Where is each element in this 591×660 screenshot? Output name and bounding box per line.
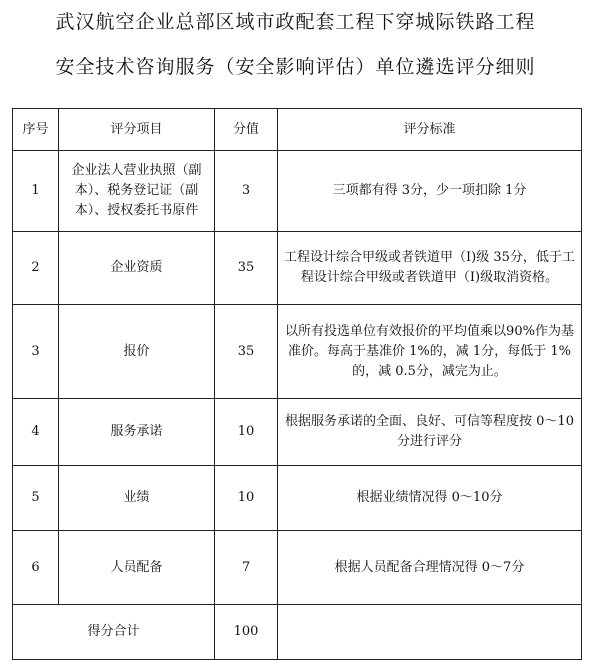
table-header-row xyxy=(13,109,582,151)
row-score: 10 xyxy=(215,466,278,531)
row-item: 业绩 xyxy=(59,466,215,531)
table-row xyxy=(13,399,582,466)
row-standard: 根据人员配备合理情况得 0～7分 xyxy=(278,531,582,605)
row-item: 企业资质 xyxy=(59,232,215,305)
table-total-row xyxy=(13,605,582,660)
header-index: 序号 xyxy=(13,109,59,151)
header-item: 评分项目 xyxy=(59,109,215,151)
row-item: 企业法人营业执照（副本）、税务登记证（副本）、授权委托书原件 xyxy=(59,151,215,232)
table-row xyxy=(13,151,582,232)
table-row xyxy=(13,466,582,531)
row-standard: 以所有投选单位有效报价的平均值乘以90%作为基准价。每高于基准价 1%的，减 1分，每低于 1%的，减 0.5分，减完为止。 xyxy=(278,305,582,399)
row-index: 1 xyxy=(13,151,59,232)
scoring-table xyxy=(12,108,582,660)
row-score: 35 xyxy=(215,232,278,305)
table-row xyxy=(13,232,582,305)
total-standard xyxy=(278,605,582,660)
row-score: 3 xyxy=(215,151,278,232)
row-item: 服务承诺 xyxy=(59,399,215,466)
row-standard: 根据业绩情况得 0～10分 xyxy=(278,466,582,531)
row-index: 5 xyxy=(13,466,59,531)
row-standard: 根据服务承诺的全面、良好、可信等程度按 0～10分进行评分 xyxy=(278,399,582,466)
row-standard: 工程设计综合甲级或者铁道甲（I)级 35分，低于工程设计综合甲级或者铁道甲（I)级取消资格。 xyxy=(278,232,582,305)
row-index: 2 xyxy=(13,232,59,305)
row-score: 35 xyxy=(215,305,278,399)
row-index: 4 xyxy=(13,399,59,466)
row-index: 6 xyxy=(13,531,59,605)
total-score: 100 xyxy=(215,605,278,660)
document-title-line-2: 安全技术咨询服务（安全影响评估）单位遴选评分细则 xyxy=(55,56,536,78)
row-item: 报价 xyxy=(59,305,215,399)
total-label: 得分合计 xyxy=(13,605,215,660)
header-score: 分值 xyxy=(215,109,278,151)
row-score: 10 xyxy=(215,399,278,466)
row-score: 7 xyxy=(215,531,278,605)
row-item: 人员配备 xyxy=(59,531,215,605)
row-standard: 三项都有得 3分，少一项扣除 1分 xyxy=(278,151,582,232)
row-index: 3 xyxy=(13,305,59,399)
document-title-line-1: 武汉航空企业总部区域市政配套工程下穿城际铁路工程 xyxy=(55,11,536,33)
table-row xyxy=(13,305,582,399)
header-standard: 评分标准 xyxy=(278,109,582,151)
table-row xyxy=(13,531,582,605)
